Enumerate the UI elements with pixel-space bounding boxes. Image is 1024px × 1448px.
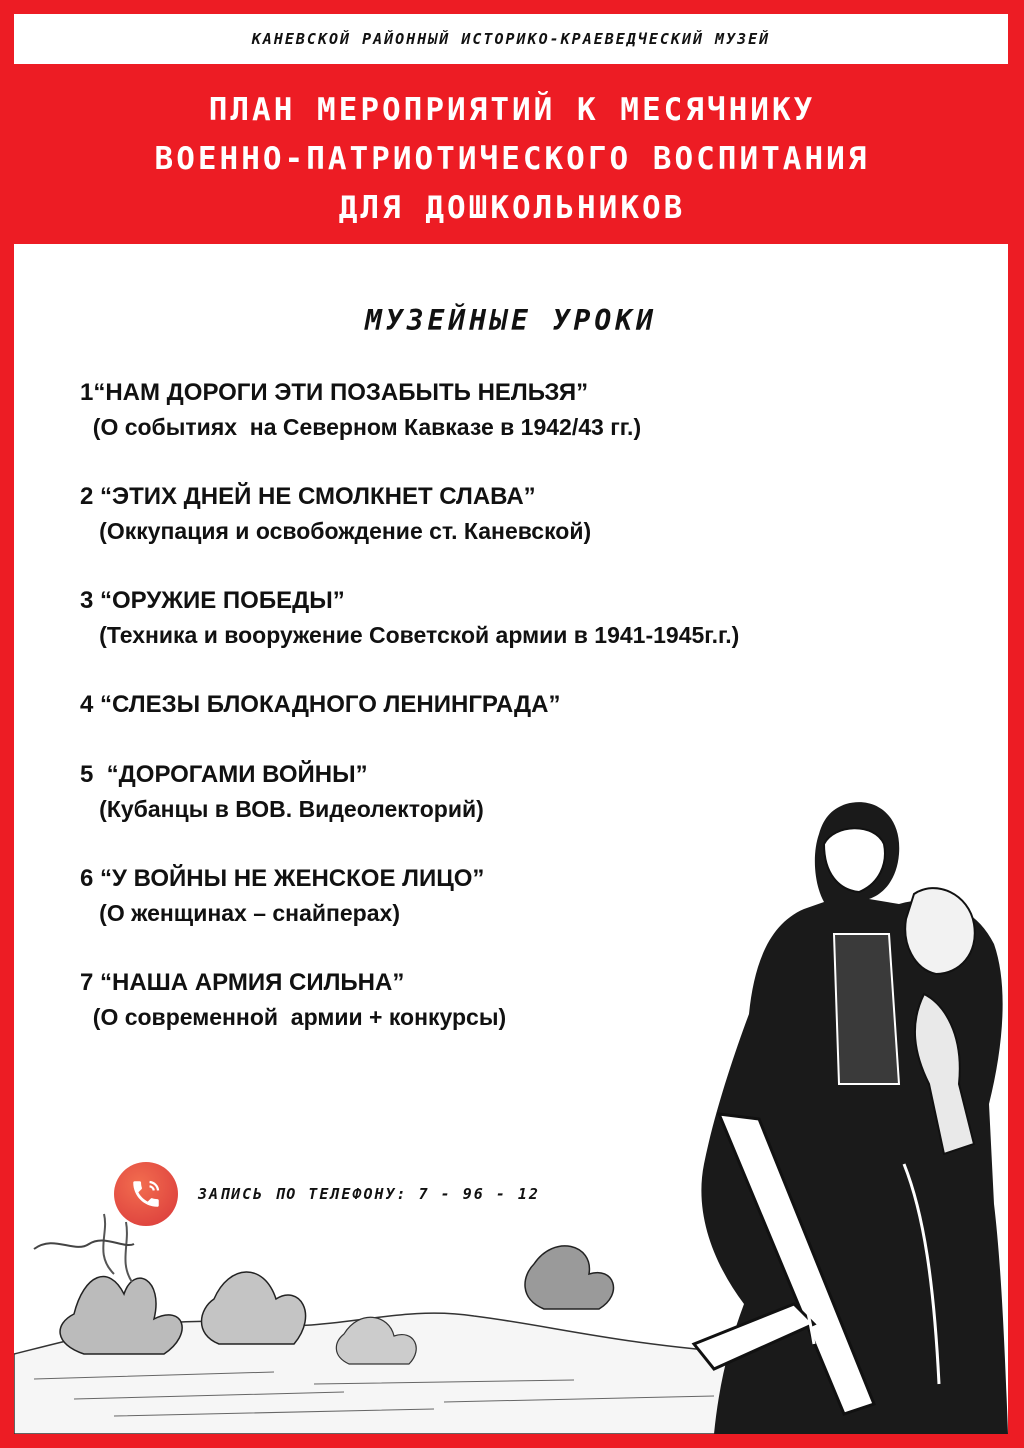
phone-signup-text: ЗАПИСЬ ПО ТЕЛЕФОНУ: 7 - 96 - 12 [198,1185,540,1203]
lesson-title: 6 “У ВОЙНЫ НЕ ЖЕНСКОЕ ЛИЦО” [80,865,485,892]
poster-title [0,86,1024,233]
lesson-item [80,688,980,758]
lesson-description: (Техника и вооружение Советской армии в 1941-1945г.г.) [80,622,740,648]
lesson-description: (О событиях на Северном Кавказе в 1942/43 гг.) [80,414,642,440]
lesson-item [80,584,980,688]
content-panel [14,244,1008,1434]
poster-title-line-2: ВОЕННО-ПАТРИОТИЧЕСКОГО ВОСПИТАНИЯ [154,141,870,177]
museum-name: КАНЕВСКОЙ РАЙОННЫЙ ИСТОРИКО-КРАЕВЕДЧЕСКИЙ МУЗЕЙ [251,30,771,48]
lesson-title: 5 “ДОРОГАМИ ВОЙНЫ” [80,761,368,788]
lesson-title: 7 “НАША АРМИЯ СИЛЬНА” [80,969,405,996]
contact-row [114,1162,540,1226]
lesson-description: (О современной армии + конкурсы) [80,1004,507,1030]
lesson-title: 4 “СЛЕЗЫ БЛОКАДНОГО ЛЕНИНГРАДА” [80,691,561,718]
lesson-item [80,480,980,584]
section-title: МУЗЕЙНЫЕ УРОКИ [364,304,657,337]
museum-banner [14,14,1008,64]
soldier-monument-illustration [674,784,1008,1434]
poster-title-line-1: ПЛАН МЕРОПРИЯТИЙ К МЕСЯЧНИКУ [208,92,816,128]
poster-title-line-3: ДЛЯ ДОШКОЛЬНИКОВ [338,190,686,226]
lesson-description: (О женщинах – снайперах) [80,900,400,926]
landscape-illustration [14,1204,754,1434]
lesson-description: (Кубанцы в ВОВ. Видеолекторий) [80,796,484,822]
lesson-description: (Оккупация и освобождение ст. Каневской) [80,518,592,544]
phone-icon [114,1162,178,1226]
lesson-title: 1“НАМ ДОРОГИ ЭТИ ПОЗАБЫТЬ НЕЛЬЗЯ” [80,379,589,406]
lesson-item [80,376,980,480]
lesson-title: 2 “ЭТИХ ДНЕЙ НЕ СМОЛКНЕТ СЛАВА” [80,483,536,510]
lesson-title: 3 “ОРУЖИЕ ПОБЕДЫ” [80,587,345,614]
